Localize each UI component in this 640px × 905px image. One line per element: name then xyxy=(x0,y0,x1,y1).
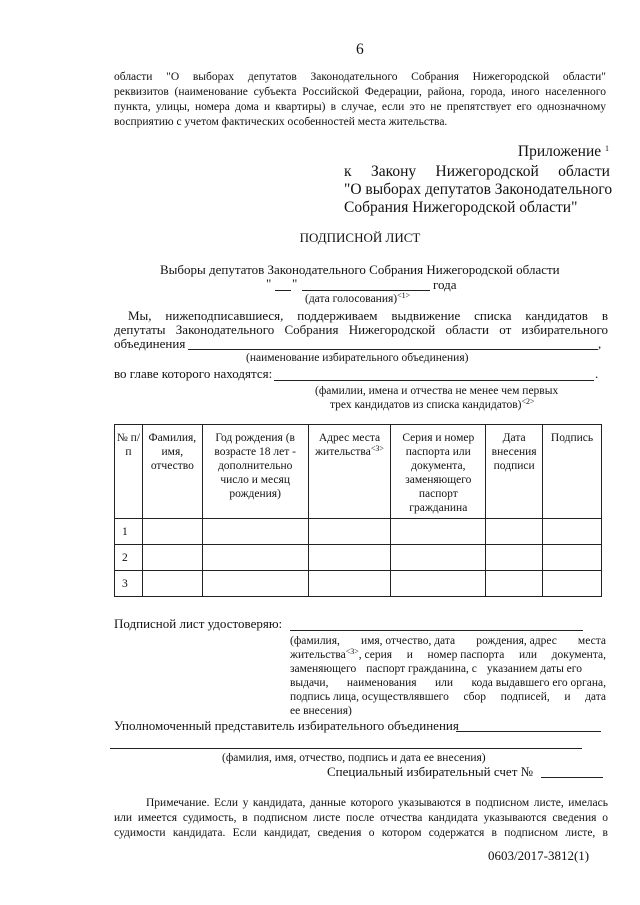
election-title: Выборы депутатов Законодательного Собрания Нижегородской области xyxy=(160,262,560,277)
cell-signature[interactable] xyxy=(543,519,602,545)
appendix-word: Нижегородской xyxy=(435,163,539,180)
table-row xyxy=(115,571,602,597)
head-caption-2: трех кандидатов из списка кандидатов)$^{<2>}$ xyxy=(330,397,535,411)
header-address: Адрес места жительства$^{<3>}$ xyxy=(308,425,391,519)
table-header-row xyxy=(115,425,602,519)
account-label: Специальный избирательный счет № xyxy=(327,764,534,779)
cell-date[interactable] xyxy=(486,571,543,597)
date-open-quote: " xyxy=(266,276,272,291)
table-row xyxy=(115,545,602,571)
header-signature: Подпись xyxy=(543,425,602,519)
appendix-line-3: Собрания Нижегородской области" xyxy=(344,199,578,216)
support-line-2: депутаты Законодательного Собрания Нижегородской области от избирательного xyxy=(114,322,608,337)
date-year-label: года xyxy=(433,277,457,292)
certify-label: Подписной лист удостоверяю: xyxy=(114,616,283,631)
row-number: 1 xyxy=(115,519,143,545)
cell-name[interactable] xyxy=(142,545,202,571)
head-label: во главе которого находятся: xyxy=(114,366,273,381)
header-date: Дата внесения подписи xyxy=(486,425,543,519)
header-birth: Год рождения (в возрасте 18 лет - дополнительно число и месяц рождения) xyxy=(202,425,308,519)
header-name: Фамилия, имя, отчество xyxy=(142,425,202,519)
page-number: 6 xyxy=(356,41,364,58)
appendix-word: Закону xyxy=(370,163,417,180)
representative-blank-1[interactable] xyxy=(456,731,601,732)
certify-caption-4: выдачи, наименования или кода выдавшего его органа, xyxy=(290,677,606,689)
appendix-line-1 xyxy=(344,162,610,181)
note-line-3: судимости кандидата. Если кандидат, сведения о котором содержатся в подписном листе, в xyxy=(114,827,608,839)
note-line-2: или имеется судимость, в подписном листе после отчества кандидата указываются сведения о xyxy=(114,812,608,824)
header-passport: Серия и номер паспорта или документа, заменяющего паспорт гражданина xyxy=(391,425,486,519)
cell-birth[interactable] xyxy=(202,519,308,545)
representative-blank-2[interactable] xyxy=(110,748,582,749)
certify-caption-5: подпись лица, осуществлявшего сбор подписей, и дата xyxy=(290,691,606,703)
date-caption: (дата голосования)$^{<1>}$ xyxy=(305,291,411,305)
cell-name[interactable] xyxy=(142,519,202,545)
cell-signature[interactable] xyxy=(543,545,602,571)
cell-address[interactable] xyxy=(308,519,391,545)
representative-label: Уполномоченный представитель избирательного объединения xyxy=(114,718,459,733)
intro-line-2: реквизитов (наименование субъекта Российской Федерации, района, города, иного населенного xyxy=(114,86,606,98)
cell-address[interactable] xyxy=(308,545,391,571)
certify-caption-2: жительства$^{<3>}$, серия и номер паспорта или документа, xyxy=(290,647,606,661)
intro-line-4: восприятию с учетом фактических особенностей места жительства. xyxy=(114,116,448,128)
document-code: 0603/2017-3812(1) xyxy=(488,848,590,863)
cell-passport[interactable] xyxy=(391,519,486,545)
cell-birth[interactable] xyxy=(202,571,308,597)
cell-passport[interactable] xyxy=(391,571,486,597)
cell-name[interactable] xyxy=(142,571,202,597)
appendix-title: Приложение $^1$ xyxy=(517,143,609,160)
intro-line-1: области "О выборах депутатов Законодательного Собрания Нижегородской области" xyxy=(114,71,606,83)
appendix-word: к xyxy=(344,163,352,180)
support-line-3: объединения xyxy=(114,336,186,351)
date-month-blank[interactable] xyxy=(302,290,430,291)
table-row xyxy=(115,519,602,545)
cell-signature[interactable] xyxy=(543,571,602,597)
certify-caption-3: заменяющего паспорт гражданина, с указанием даты его xyxy=(290,663,582,675)
row-number: 3 xyxy=(115,571,143,597)
head-period: . xyxy=(595,366,599,381)
cell-passport[interactable] xyxy=(391,545,486,571)
cell-address[interactable] xyxy=(308,571,391,597)
head-caption-1: (фамилии, имена и отчества не менее чем первых xyxy=(315,385,559,397)
appendix-line-2: "О выборах депутатов Законодательного xyxy=(344,181,613,198)
header-number: № п/п xyxy=(115,425,143,519)
signature-table xyxy=(114,424,602,597)
account-blank[interactable] xyxy=(541,777,603,778)
date-day-blank[interactable] xyxy=(275,290,291,291)
cell-date[interactable] xyxy=(486,519,543,545)
intro-line-3: пункта, улицы, номера дома и квартиры) в случае, если это не препятствует его однозначному xyxy=(114,101,606,113)
certify-caption-6: ее внесения) xyxy=(290,705,352,717)
support-line-1: Мы, нижеподписавшиеся, поддерживаем выдвижение списка кандидатов в xyxy=(128,308,608,323)
association-caption: (наименование избирательного объединения) xyxy=(246,352,469,364)
appendix-word: области xyxy=(558,163,610,180)
cell-date[interactable] xyxy=(486,545,543,571)
cell-birth[interactable] xyxy=(202,545,308,571)
association-comma: , xyxy=(598,336,602,351)
association-blank[interactable] xyxy=(188,349,598,350)
certify-blank[interactable] xyxy=(290,630,583,631)
date-close-quote: " xyxy=(292,276,298,291)
representative-caption: (фамилия, имя, отчество, подпись и дата ее внесения) xyxy=(222,752,486,764)
appendix-superscript: 1 xyxy=(605,144,609,153)
form-title: ПОДПИСНОЙ ЛИСТ xyxy=(299,230,421,245)
head-blank[interactable] xyxy=(274,380,594,381)
certify-caption-1: (фамилия, имя, отчество, дата рождения, адрес места xyxy=(290,635,606,647)
row-number: 2 xyxy=(115,545,143,571)
note-line-1: Примечание. Если у кандидата, данные которого указываются в подписном листе, имелась xyxy=(146,797,608,809)
